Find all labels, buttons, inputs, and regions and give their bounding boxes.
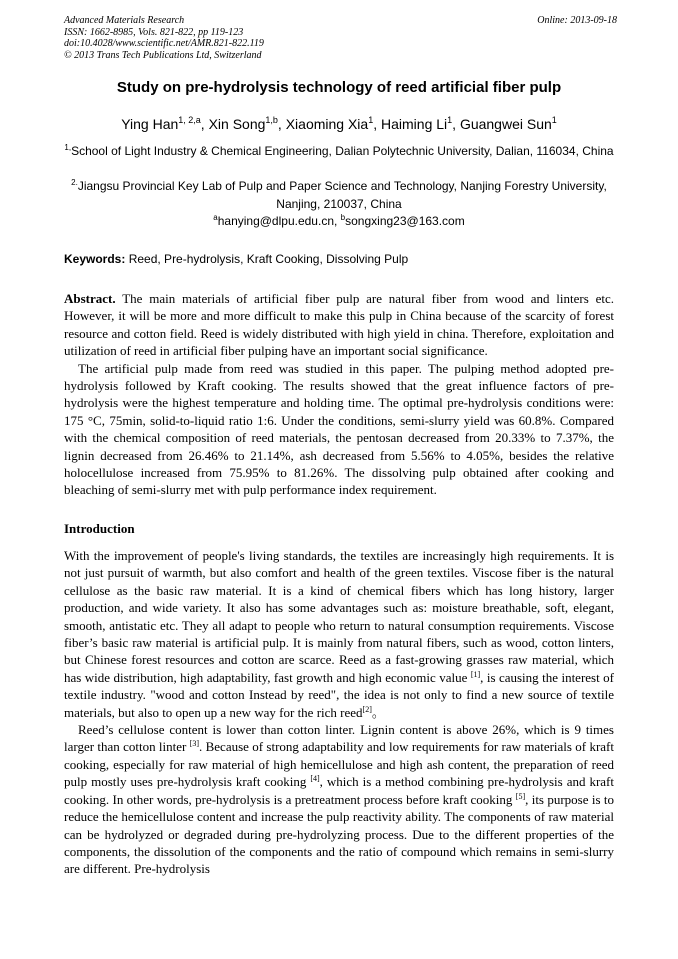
keywords <box>64 250 614 268</box>
affiliation-mark: 1, <box>64 143 72 152</box>
author-name: Xin Song <box>208 116 266 132</box>
abstract-section <box>64 290 614 499</box>
affiliation-2 <box>64 177 614 213</box>
body-paragraph <box>64 547 614 721</box>
paragraph-text: , is causing the interest of textile industry. "wood and cotton Instead by reed", the idea is not only to find a new source of textile materials, but also to open up a new way for the rich reed <box>64 669 614 720</box>
citation[interactable]: [4] <box>310 774 320 784</box>
paragraph-text: , its purpose is to reduce the hemicellulose content and increase the pulp reactivity ability. The components of raw material can be hydrolyzed or degraded during pre-hydrolyzing process. Due to the different properties of the components, the dissolution of the components and the ratio of compound which remains in semi-slurry are different. Pre-hydrolysis <box>64 791 614 877</box>
paragraph-text: With the improvement of people's living standards, the textiles are increasingly high requirements. It is not just pursuit of warmth, but also comfort and health of the green textiles. Viscose fiber is the natural cellulose as the basic raw material. It is a kind of chemical fibers which has long history, larger production, and wide variety. It also has some advantages such as: moisture breathable, soft, elegant, smooth, antistatic etc. They all adapt to people who return to natural consumption requirements. Viscose fiber’s basic raw material is artificial pulp. It is mainly from natural fibers, such as wood, cotton linters, but Chinese forest resources and cotton are scarce. Reed as a fast-growing grasses raw material, which has wide distribution, high adaptability, fast growth and high economic value <box>64 548 614 685</box>
citation[interactable]: [5] <box>515 791 526 801</box>
author-name: Ying Han <box>121 116 179 132</box>
keywords-label: Keywords: <box>64 252 126 266</box>
paragraph-text: 。 <box>371 704 385 720</box>
body-paragraph <box>64 721 614 878</box>
affiliation-text: Jiangsu Provincial Key Lab of Pulp and Paper Science and Technology, Nanjing Forestry University, Nanjing, 210037, China <box>77 179 607 211</box>
abstract-label: Abstract. <box>64 291 116 306</box>
paragraph-text: Reed’s cellulose content is lower than cotton linter. Lignin content is above 26%, which is 9 times larger than cotton linter <box>64 722 614 755</box>
affiliation-1 <box>64 142 614 160</box>
abstract-paragraph <box>64 290 614 360</box>
affiliation-mark: 2. <box>71 178 78 187</box>
journal-header <box>64 15 617 61</box>
citation[interactable]: [3] <box>189 739 200 749</box>
author-name: Xiaoming Xia <box>285 116 369 132</box>
author-affiliation-mark: 1, 2,a <box>178 115 201 125</box>
journal-name: Advanced Materials Research <box>64 15 185 26</box>
author-affiliation-mark: 1 <box>447 115 453 125</box>
email-link[interactable]: songxing23@163.com <box>345 214 465 228</box>
email-mark: a <box>213 213 218 222</box>
abstract-paragraph <box>64 360 614 499</box>
affiliation-text: School of Light Industry & Chemical Engineering, Dalian Polytechnic University, Dalian, 116034, China <box>71 144 614 158</box>
email-link[interactable]: hanying@dlpu.edu.cn, <box>217 214 338 228</box>
author-list: Ying Han$^{1, 2,a}$, Xin Song$^{1,b}$, Xiaoming Xia$^1$, Haiming Li$^1$, Guangwei Sun$^1$ <box>121 115 557 132</box>
citation[interactable]: [1] <box>470 669 481 679</box>
author-affiliation-mark: 1 <box>551 115 557 125</box>
author-emails <box>64 212 614 230</box>
copyright-line: © 2013 Trans Tech Publications Ltd, Switzerland <box>64 49 262 61</box>
email-mark: b <box>340 213 346 222</box>
introduction-section <box>64 520 614 878</box>
doi-line: doi:10.4028/www.scientific.net/AMR.821-822.119 <box>64 38 264 49</box>
author-affiliation-mark: 1,b <box>265 115 278 125</box>
keywords-text: Reed, Pre-hydrolysis, Kraft Cooking, Dissolving Pulp <box>128 252 409 266</box>
abstract-text: The main materials of artificial fiber pulp are natural fiber from wood and linters etc. However, it will be more and more difficult to make this pulp in China because of the scarcity of forest resource and cotton field. Reed is widely distributed with high yield in china. Therefore, exploitation and utilization of reed in artificial fiber pulping have an important social significance. <box>64 291 614 359</box>
paragraph-text: , which is a method combining pre-hydrolysis and kraft cooking. In other words, pre-hydrolysis is a pretreatment process before kraft cooking <box>64 774 614 807</box>
section-heading: Introduction <box>64 521 135 536</box>
paragraph-text: . Because of strong adaptability and low requirements for raw materials of kraft cooking, especially for raw material of high hemicellulose and high ash content, the preparation of reed pulp mostly uses pre-hydrolysis kraft cooking <box>64 739 614 790</box>
author-affiliation-mark: 1 <box>368 115 374 125</box>
paper-title: Study on pre-hydrolysis technology of reed artificial fiber pulp <box>116 79 562 96</box>
online-date: Online: 2013-09-18 <box>537 15 617 26</box>
author-name: Guangwei Sun <box>459 116 552 132</box>
author-name: Haiming Li <box>381 116 448 132</box>
citation[interactable]: [2] <box>362 704 372 714</box>
abstract-text: The artificial pulp made from reed was studied in this paper. The pulping method adopted pre-hydrolysis followed by Kraft cooking. The results showed that the great influence factors of pre-hydrolysis were the highest temperature and holding time. The optimal pre-hydrolysis conditions were: 175 °C, 75min, solid-to-liquid ratio 1:6. Under the conditions, semi-slurry yield was 60.8%. Compared with the chemical composition of reed materials, the pentosan decreased from 20.33% to 7.37%, the lignin decreased from 26.46% to 21.14%, ash decreased from 5.56% to 4.05%, besides the relative holocellulose increased from 75.95% to 81.26%. The dissolving pulp obtained after cooking and bleaching of semi-slurry met with pulp performance index requirement. <box>64 360 614 498</box>
issn-line: ISSN: 1662-8985, Vols. 821-822, pp 119-123 <box>64 26 244 38</box>
